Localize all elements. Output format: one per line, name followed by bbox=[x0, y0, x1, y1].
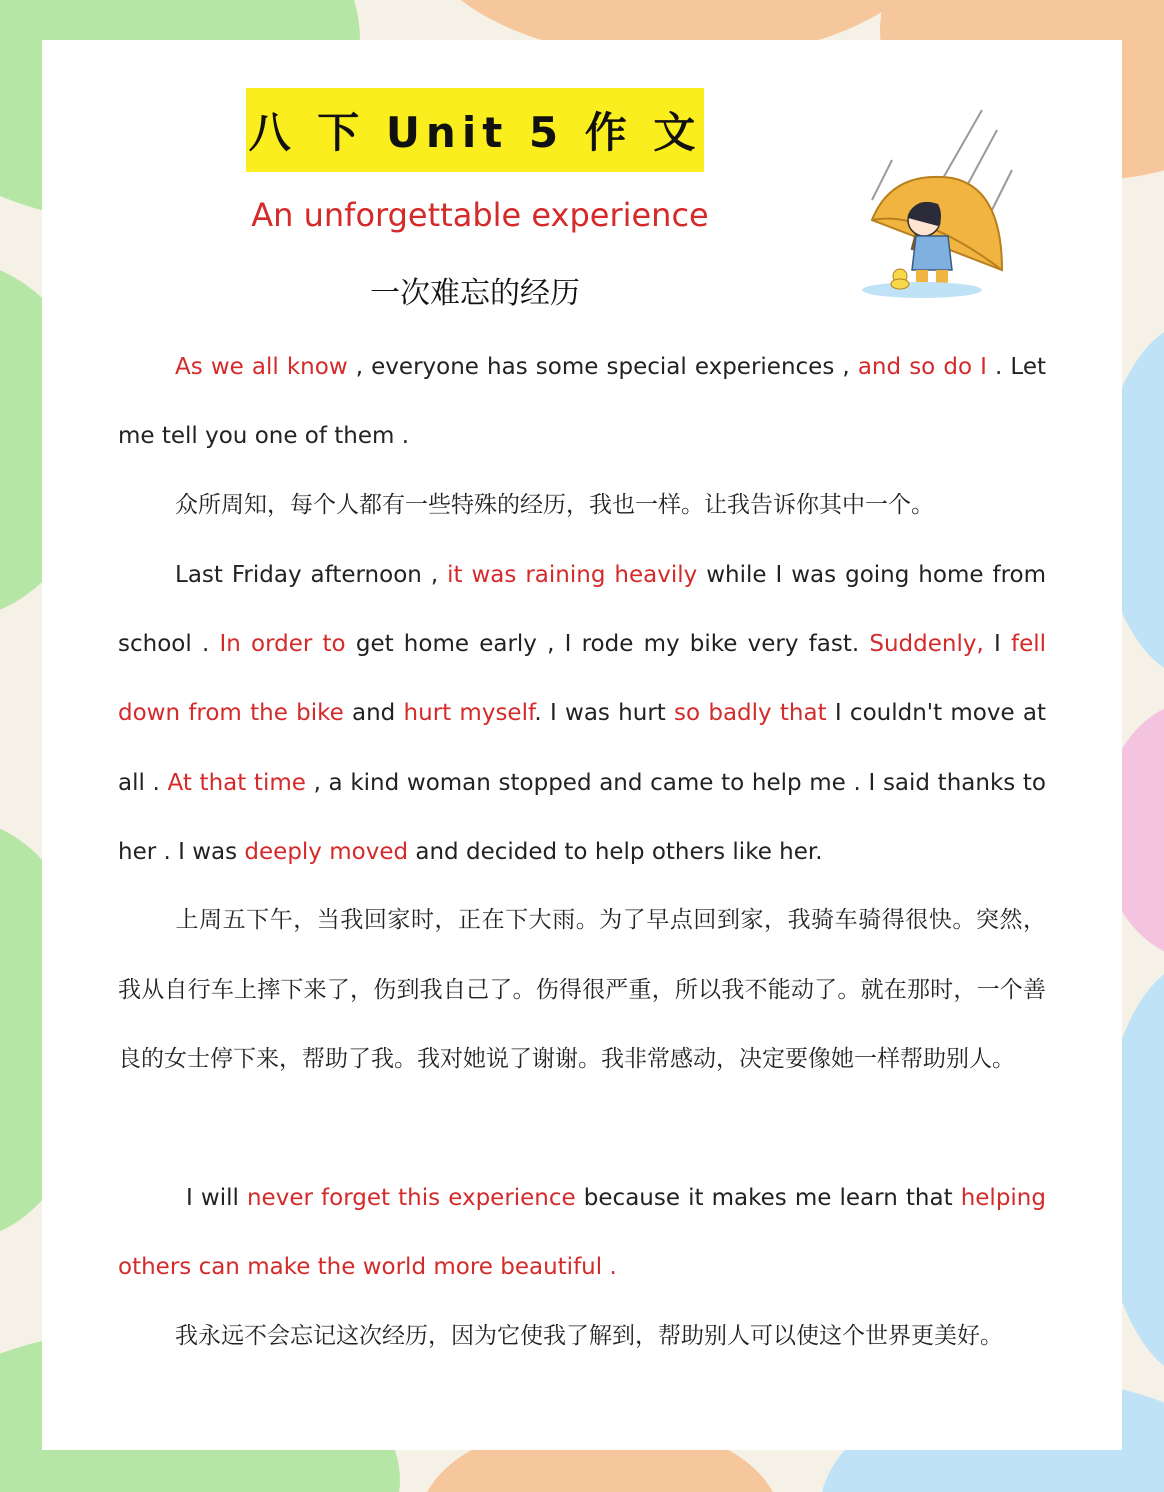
text-span: get home early , I rode my bike very fast. bbox=[345, 631, 870, 658]
text-span: , everyone has some special experiences , bbox=[347, 354, 858, 380]
page-title: 八 下 Unit 5 作 文 bbox=[248, 108, 702, 157]
phrase-as-we-all-know: As we all know bbox=[175, 354, 348, 380]
text-span: Last Friday afternoon , bbox=[175, 562, 448, 588]
text-span: while I was going home from school . bbox=[118, 562, 1047, 658]
text-span: I bbox=[983, 631, 1011, 658]
title-banner bbox=[246, 88, 704, 172]
paragraph-3-chinese bbox=[118, 1302, 1046, 1372]
text-span: I couldn't move at all . bbox=[118, 700, 1046, 796]
phrase-fell-down: fell down from the bike bbox=[118, 631, 1046, 727]
phrase-hurt-myself: hurt myself bbox=[403, 700, 535, 727]
phrase-helping-others: helping others can make the world more beautiful bbox=[118, 1185, 1046, 1281]
phrase-in-order-to: In order to bbox=[219, 631, 346, 658]
text-span: 我永远不会忘记这次经历，因为它使我了解到，帮助别人可以使这个世界更美好。 bbox=[175, 1323, 1003, 1349]
phrase-suddenly: Suddenly, bbox=[869, 631, 984, 658]
text-span: 上周五下午，当我回家时，正在下大雨。为了早点回到家，我骑车骑得很快。突然，我从自行车上摔下来了，伤到我自己了。伤得很严重，所以我不能动了。就在那时，一个善良的女士停下来，帮助了我。我对她说了谢谢。我非常感动，决定要像她一样帮助别人。 bbox=[118, 907, 1046, 1072]
paragraph-1-english bbox=[118, 333, 1046, 471]
girl-with-umbrella-illustration bbox=[852, 100, 1022, 310]
phrase-deeply-moved: deeply moved bbox=[244, 838, 409, 865]
phrase-so-badly-that: so badly that bbox=[674, 700, 827, 727]
text-span: , a kind woman stopped and came to help me . I said thanks to her . I was bbox=[118, 769, 1047, 865]
paragraph-2-english bbox=[118, 541, 1046, 887]
paragraph-2-chinese bbox=[118, 886, 1046, 1095]
paragraph-3-english bbox=[118, 1164, 1046, 1302]
phrase-never-forget: never forget this experience bbox=[246, 1185, 576, 1211]
english-subtitle: An unforgettable experience bbox=[251, 196, 709, 234]
text-span: and bbox=[343, 700, 404, 727]
chinese-subtitle: 一次难忘的经历 bbox=[370, 276, 580, 311]
phrase-and-so-do-i: and so do I bbox=[857, 354, 987, 380]
phrase-raining-heavily: it was raining heavily bbox=[447, 562, 698, 588]
text-span: 众所周知，每个人都有一些特殊的经历，我也一样。让我告诉你其中一个。 bbox=[175, 492, 934, 518]
text-span: . Let me tell you one of them . bbox=[118, 354, 1047, 450]
paragraph-1-chinese bbox=[118, 471, 1046, 541]
text-span: . I was hurt bbox=[534, 700, 675, 727]
phrase-at-that-time: At that time bbox=[167, 769, 306, 796]
text-span: I will bbox=[186, 1185, 247, 1211]
text-span: . bbox=[602, 1254, 617, 1281]
text-span: and decided to help others like her. bbox=[408, 838, 823, 865]
text-span: because it makes me learn that bbox=[575, 1185, 961, 1211]
